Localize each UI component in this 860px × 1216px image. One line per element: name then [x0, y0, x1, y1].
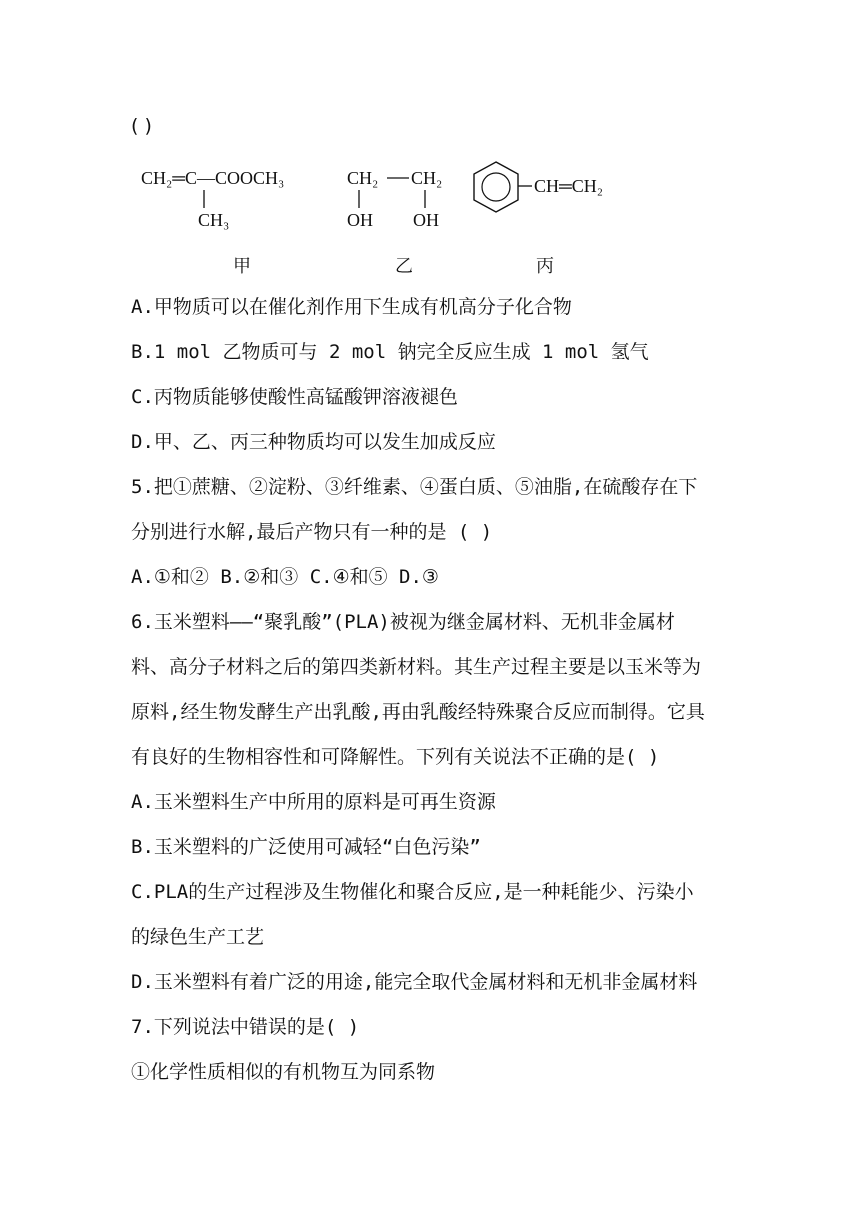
answer-paren: ( ) [131, 115, 152, 137]
q6-option-c: C.PLA的生产过程涉及生物催化和聚合反应,是一种耗能少、污染小 [131, 881, 694, 903]
q6-option-d: D.玉米塑料有着广泛的用途,能完全取代金属材料和无机非金属材料 [131, 971, 698, 993]
bing-vinyl: CH═CH₂ [534, 176, 604, 196]
q6-stem-line3: 原料,经生物发酵生产出乳酸,再由乳酸经特殊聚合反应而制得。它具 [131, 701, 705, 723]
q4-option-b: B.1 mol 乙物质可与 2 mol 钠完全反应生成 1 mol 氢气 [131, 341, 649, 363]
q6-stem-line2: 料、高分子材料之后的第四类新材料。其生产过程主要是以玉米等为 [131, 656, 702, 678]
benzene-ring-icon [474, 162, 518, 212]
q5-options: A.①和② B.②和③ C.④和⑤ D.③ [131, 566, 439, 588]
yi-oh-left: OH [347, 210, 373, 230]
q4-option-a: A.甲物质可以在催化剂作用下生成有机高分子化合物 [131, 296, 572, 318]
structure-yi [345, 160, 465, 232]
q6-stem-line4: 有良好的生物相容性和可降解性。下列有关说法不正确的是( ) [131, 746, 660, 768]
structure-bing [470, 156, 640, 226]
q6-option-b: B.玉米塑料的广泛使用可减轻“白色污染” [131, 836, 481, 858]
label-jia: 甲 [233, 256, 251, 277]
label-yi: 乙 [395, 256, 413, 277]
q6-option-a: A.玉米塑料生产中所用的原料是可再生资源 [131, 791, 496, 813]
q5-stem-line1: 5.把①蔗糖、②淀粉、③纤维素、④蛋白质、⑤油脂,在硫酸存在下 [131, 476, 698, 498]
q4-option-d: D.甲、乙、丙三种物质均可以发生加成反应 [131, 431, 496, 453]
q6-stem-line1: 6.玉米塑料——“聚乳酸”(PLA)被视为继金属材料、无机非金属材 [131, 611, 675, 633]
q7-item-1: ①化学性质相似的有机物互为同系物 [131, 1061, 436, 1083]
jia-main-formula: CH₂═C—COOCH₃ [141, 168, 285, 188]
q4-option-c: C.丙物质能够使酸性高锰酸钾溶液褪色 [131, 386, 458, 408]
structure-jia [138, 160, 338, 232]
q6-option-c-cont: 的绿色生产工艺 [131, 926, 265, 948]
jia-methyl: CH₃ [198, 210, 230, 230]
yi-ch2-left: CH₂ [347, 168, 379, 188]
yi-oh-right: OH [413, 210, 439, 230]
label-bing: 丙 [536, 256, 554, 277]
q7-stem: 7.下列说法中错误的是( ) [131, 1016, 360, 1038]
yi-ch2-right: CH₂ [411, 168, 443, 188]
q5-stem-line2: 分别进行水解,最后产物只有一种的是 ( ) [131, 521, 493, 543]
